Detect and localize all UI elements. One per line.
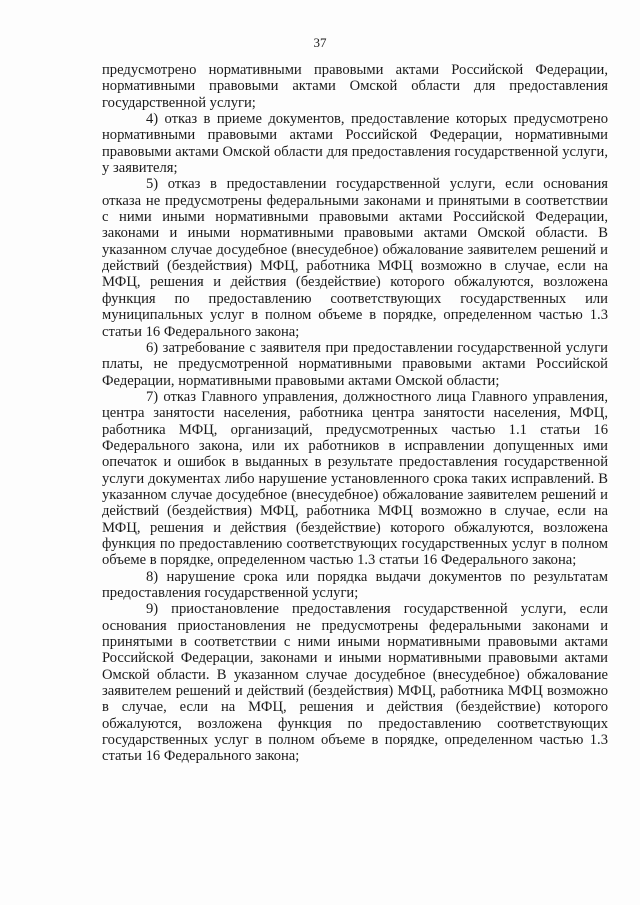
paragraph-item-9: 9) приостановление предоставления государственной услуги, если основания приостановления не предусмотрены федеральными законами и принятыми в соответствии с ними иными нормативными правовыми актами Российской Федерации, законами и иными нормативными правовыми актами Омской области. В указанном случае досудебное (внесудебное) обжалование заявителем решений и действий (бездействия) МФЦ, работника МФЦ возможно в случае, если на МФЦ, решения и действия (бездействие) которого обжалуются, возложена функция по предоставлению соответствующих государственных услуг в полном объеме в порядке, определенном частью 1.3 статьи 16 Федерального закона; xyxy=(102,601,608,765)
paragraph-item-4: 4) отказ в приеме документов, предоставление которых предусмотрено нормативными правовыми актами Российской Федерации, нормативными правовыми актами Омской области для предоставления государственной услуги, у заявителя; xyxy=(102,111,608,177)
paragraph-item-5: 5) отказ в предоставлении государственной услуги, если основания отказа не предусмотрены федеральными законами и принятыми в соответствии с ними иными нормативными правовыми актами Российской Федерации, законами и иными нормативными правовыми актами Омской области. В указанном случае досудебное (внесудебное) обжалование заявителем решений и действий (бездействия) МФЦ, работника МФЦ возможно в случае, если на МФЦ, решения и действия (бездействие) которого обжалуются, возложена функция по предоставлению соответствующих государственных или муниципальных услуг в полном объеме в порядке, определенном частью 1.3 статьи 16 Федерального закона; xyxy=(102,176,608,340)
paragraph-item-7: 7) отказ Главного управления, должностного лица Главного управления, центра занятости населения, работника центра занятости населения, МФЦ, работника МФЦ, организаций, предусмотренных частью 1.1 статьи 16 Федерального закона, или их работников в исправлении допущенных ими опечаток и ошибок в выданных в результате предоставления государственной услуги документах либо нарушение установленного срока таких исправлений. В указанном случае досудебное (внесудебное) обжалование заявителем решений и действий (бездействия) МФЦ, работника МФЦ возможно в случае, если на МФЦ, решения и действия (бездействие) которого обжалуются, возложена функция по предоставлению соответствующих государственных услуг в полном объеме в порядке, определенном частью 1.3 статьи 16 Федерального закона; xyxy=(102,388,608,569)
page-number: 37 xyxy=(313,35,327,50)
paragraph-continuation: предусмотрено нормативными правовыми актами Российской Федерации, нормативными правовыми актами Омской области для предоставления государственной услуги; xyxy=(102,62,608,111)
paragraph-item-8: 8) нарушение срока или порядка выдачи документов по результатам предоставления государственной услуги; xyxy=(102,568,608,601)
paragraph-item-6: 6) затребование с заявителя при предоставлении государственной услуги платы, не предусмотренной нормативными правовыми актами Российской Федерации, нормативными правовыми актами Омской области; xyxy=(102,339,608,389)
document-body xyxy=(102,62,608,765)
